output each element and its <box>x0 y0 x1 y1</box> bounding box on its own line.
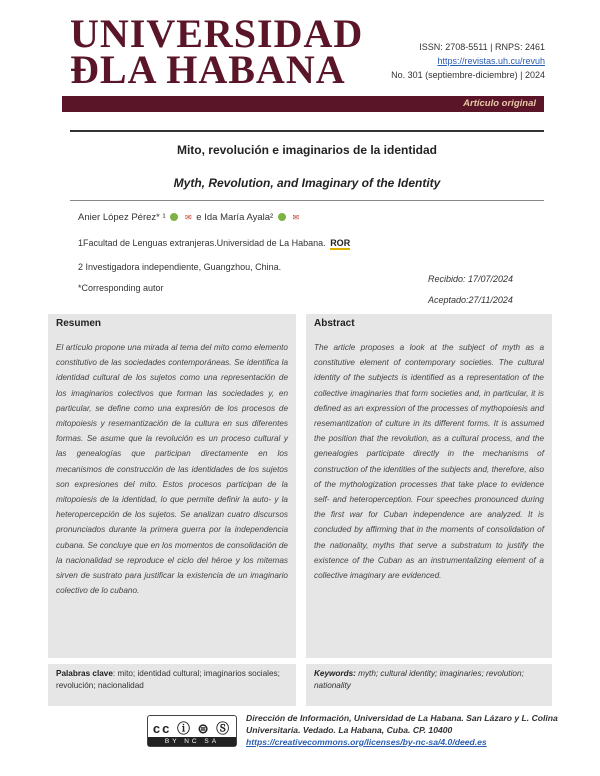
orcid-icon[interactable] <box>278 213 286 221</box>
journal-logo <box>70 11 364 92</box>
received-date: Recibido: 17/07/2024 <box>428 274 514 284</box>
journal-url-link[interactable]: https://revistas.uh.cu/revuh <box>437 56 545 66</box>
keywords-list: myth; cultural identity; imaginaries; revolution; nationality <box>314 669 524 690</box>
abstract-heading: Abstract <box>314 318 355 329</box>
title-english: Myth, Revolution, and Imaginary of the Identity <box>173 176 441 190</box>
journal-meta <box>391 40 545 82</box>
ror-icon[interactable]: ROR <box>330 238 351 248</box>
cc-license-badge[interactable] <box>147 715 237 747</box>
logo-line-2: ÐLA HABANA <box>70 47 346 92</box>
cc-badge-text: BY NC SA <box>148 737 236 746</box>
author-line <box>78 212 301 223</box>
footer-info <box>246 712 566 748</box>
keywords-box <box>306 664 552 706</box>
top-divider <box>70 130 544 132</box>
issn: ISSN: 2708-5511 | RNPS: 2461 <box>419 42 545 52</box>
palabras-clave-box <box>48 664 296 706</box>
resumen-box <box>48 314 296 658</box>
orcid-icon[interactable] <box>170 213 178 221</box>
issue-info: No. 301 (septiembre-diciembre) | 2024 <box>391 70 545 80</box>
license-link[interactable]: https://creativecommons.org/licenses/by-nc-sa/4.0/deed.es <box>246 737 487 747</box>
article-type-banner <box>62 96 544 112</box>
email-icon[interactable]: ✉ <box>292 212 300 222</box>
author-2: e Ida María Ayala² <box>196 212 274 223</box>
article-type-label: Artículo original <box>463 98 536 109</box>
abstract-box <box>306 314 552 658</box>
affiliation-1 <box>78 238 350 250</box>
title-divider <box>70 200 544 201</box>
cc-icons: cc ⓘ ⊜ Ⓢ <box>152 721 232 736</box>
abstract-body: The article proposes a look at the subject of myth as a constitutive element of contemporary societies. The cultural identity of the subjects is identified as a representation of the collective imaginaries that form societies and, in particular, it is defined as an expression of the processes of mythopoiesis and resemantization of culture in its different forms. It is assumed the position that the revolution, as a cultural process, and the genealogies participate directly in the mechanisms of construction of the identities of the subjects and, therefore, also of the mythologization processes that take place to evidence self- and heteroperception. Four speeches pronounced during the first war for Cuban independence are analyzed. It is concluded by affirming that in the moments of consolidation of the nationality, myths that serve a substratum to justify the existence of the Cuban as an instrumentalizing element of a collective imaginary are evidenced. <box>314 343 544 581</box>
palabras-clave-label: Palabras clave <box>56 669 113 678</box>
logo-line-1: UNIVERSIDAD <box>70 11 364 56</box>
email-icon[interactable]: ✉ <box>184 212 192 222</box>
resumen-body: El artículo propone una mirada al tema del mito como elemento constitutivo de las sociedades contemporáneas. Se identifica la identidad cultural de los sujetos como una representación de los imaginarios colectivos que forman las sociedades y, en particular, se define como una expresión de los procesos de mitopoiesis y resemantización de la cultura en sus diferentes formas. Se asume que la revolución es un proceso cultural y las genealogías que participan directamente en los mecanismos de construcción de las identidades de los sujetos son expresiones del mito. Estos procesos participan de la mitopoiesis de la identidad, lo que permite definir la auto- y la heteropercepción de los sujetos. Se analizan cuatro discursos pronunciados durante la primera guerra por la independencia cubana. Se concluye que en los momentos de consolidación de la nacionalidad se reproduce el ciclo del héroe y los mitemas sirven de sustrato para justificar la existencia de un imaginario colectivo de lo cubano. <box>56 343 288 596</box>
author-1: Anier López Pérez* ¹ <box>78 212 166 223</box>
resumen-heading: Resumen <box>56 318 102 329</box>
footer-address: Dirección de Información, Universidad de La Habana. San Lázaro y L. Colina Universitaria. Vedado. La Habana, Cuba. CP. 10400 <box>246 713 558 735</box>
keywords-label: Keywords: <box>314 669 356 678</box>
palabras-clave-list: : mito; identidad cultural; imaginarios sociales; revolución; nacionalidad <box>56 669 280 690</box>
accepted-date: Aceptado:27/11/2024 <box>428 295 513 305</box>
affiliation-1-text: 1Facultad de Lenguas extranjeras.Universidad de La Habana. <box>78 238 326 248</box>
corresponding-author: *Corresponding autor <box>78 283 164 293</box>
title-spanish: Mito, revolución e imaginarios de la identidad <box>176 143 438 157</box>
affiliation-2: 2 Investigadora independiente, Guangzhou, China. <box>78 262 282 272</box>
